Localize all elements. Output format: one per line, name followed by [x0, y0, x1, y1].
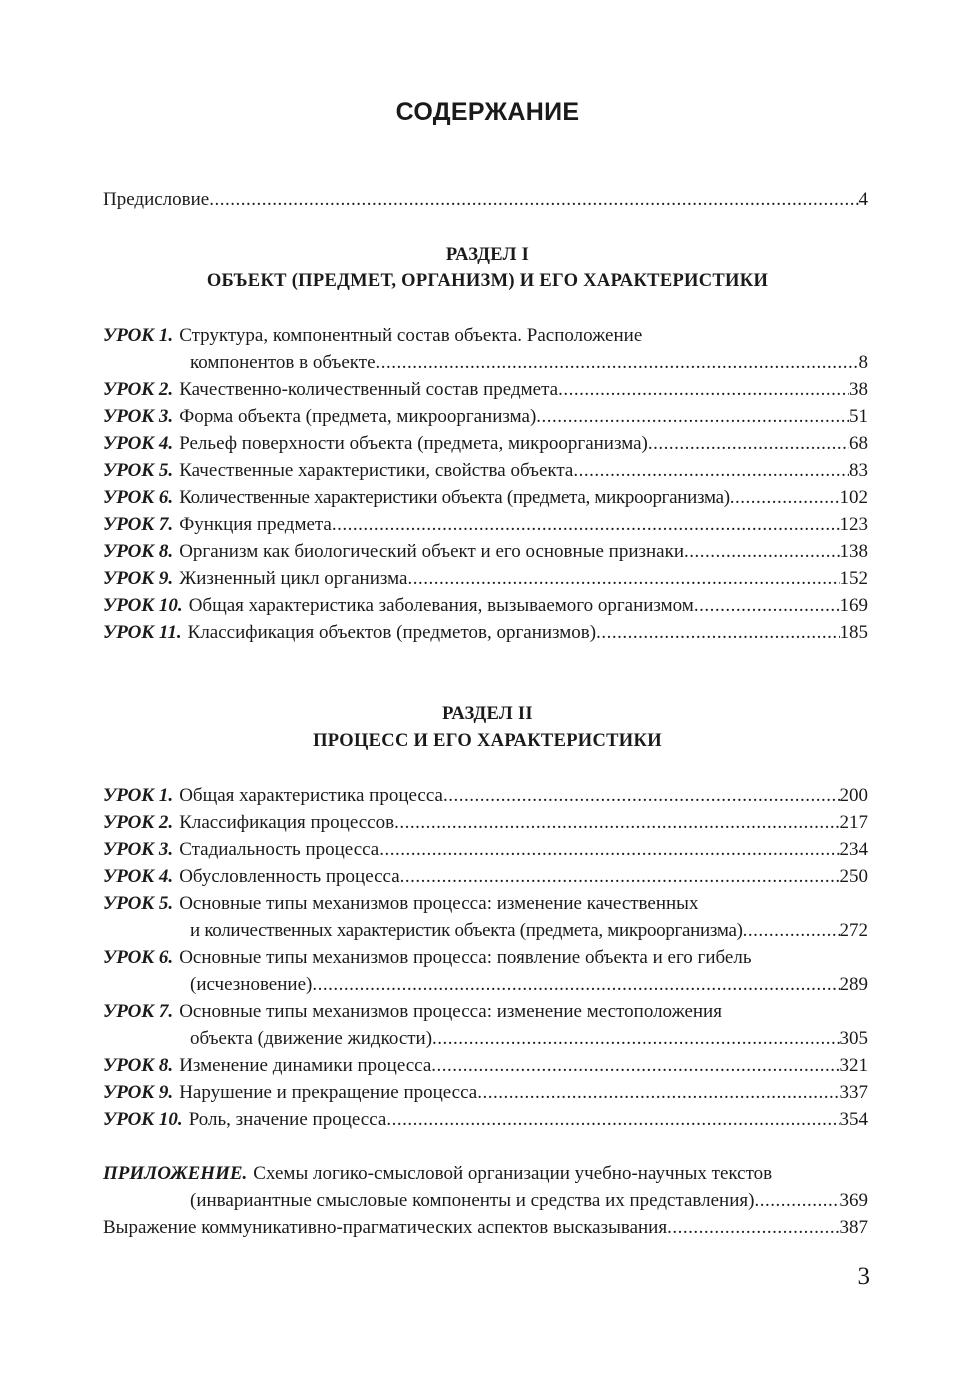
- entry-text: Схемы логико-смысловой организации учебно-научных текстов: [253, 1163, 773, 1184]
- toc-entry-preface[interactable]: [103, 186, 868, 213]
- lesson-label: УРОК 4.: [103, 433, 174, 454]
- entry-text: Функция предмета: [179, 514, 332, 535]
- toc-entry[interactable]: [103, 511, 868, 538]
- entry-text: Рельеф поверхности объекта (предмета, микроорганизма): [179, 433, 648, 454]
- lesson-label: УРОК 2.: [103, 379, 174, 400]
- entry-page: 337: [839, 1082, 868, 1103]
- lesson-label: УРОК 3.: [103, 839, 174, 860]
- toc-entry[interactable]: [103, 1106, 868, 1133]
- entry-text: Классификация процессов: [179, 812, 395, 833]
- page-number: 3: [857, 1263, 870, 1290]
- dot-leader: [209, 186, 858, 213]
- entry-text: Общая характеристика процесса: [179, 785, 443, 806]
- entry-text: (инвариантные смысловые компоненты и средства их представления): [190, 1190, 755, 1211]
- toc-entry-appendix[interactable]: [103, 1160, 868, 1187]
- dot-leader: [684, 538, 840, 565]
- toc-entry[interactable]: [103, 484, 868, 511]
- toc-entry[interactable]: [103, 565, 868, 592]
- lesson-label: УРОК 10.: [103, 1109, 183, 1130]
- entry-text: Классификация объектов (предметов, организмов): [187, 622, 597, 643]
- dot-leader: [596, 619, 839, 646]
- toc-entry[interactable]: [103, 1052, 868, 1079]
- entry-text: Обусловленность процесса: [179, 866, 400, 887]
- entry-page: 250: [839, 866, 868, 887]
- dot-leader: [379, 836, 839, 863]
- entry-page: 369: [839, 1190, 868, 1211]
- toc-entry[interactable]: [103, 944, 868, 971]
- dot-leader: [394, 809, 839, 836]
- lesson-label: УРОК 10.: [103, 595, 183, 616]
- dot-leader: [376, 349, 859, 376]
- section1-label: РАЗДЕЛ I: [445, 245, 530, 265]
- toc-entry-expression[interactable]: [103, 1214, 868, 1241]
- entry-page: 138: [839, 541, 868, 562]
- dot-leader: [754, 1187, 839, 1214]
- entry-page: 68: [849, 433, 868, 454]
- appendix-label: ПРИЛОЖЕНИЕ.: [103, 1163, 248, 1184]
- entry-page: 354: [839, 1109, 868, 1130]
- entry-text: Качественные характеристики, свойства объекта: [179, 460, 574, 481]
- dot-leader: [743, 917, 840, 944]
- entry-page: 217: [839, 812, 868, 833]
- entry-page: 289: [839, 974, 868, 995]
- lesson-label: УРОК 7.: [103, 1001, 174, 1022]
- entry-text: компонентов в объекте: [190, 352, 376, 373]
- dot-leader: [477, 1079, 839, 1106]
- toc-entry[interactable]: [103, 430, 868, 457]
- entry-page: 169: [839, 595, 868, 616]
- section2-label: РАЗДЕЛ II: [442, 704, 533, 724]
- dot-leader: [386, 1106, 839, 1133]
- section1-heading: ОБЪЕКТ (ПРЕДМЕТ, ОРГАНИЗМ) И ЕГО ХАРАКТЕРИСТИКИ: [206, 271, 769, 291]
- entry-text: Стадиальность процесса: [179, 839, 380, 860]
- dot-leader: [730, 484, 840, 511]
- toc-entry[interactable]: [103, 836, 868, 863]
- lesson-label: УРОК 6.: [103, 947, 174, 968]
- entry-text: Роль, значение процесса: [188, 1109, 387, 1130]
- toc-entry[interactable]: [103, 538, 868, 565]
- page-title: СОДЕРЖАНИЕ: [395, 98, 580, 126]
- entry-text: Предисловие: [103, 189, 210, 210]
- entry-text: объекта (движение жидкости): [190, 1028, 433, 1049]
- toc-entry[interactable]: [103, 619, 868, 646]
- toc-entry[interactable]: [103, 998, 868, 1025]
- toc-entry[interactable]: [103, 809, 868, 836]
- entry-text: (исчезновение): [190, 974, 313, 995]
- toc-entry-continuation[interactable]: [190, 971, 868, 998]
- entry-text: Основные типы механизмов процесса: изменение местоположения: [179, 1001, 722, 1022]
- entry-page: 8: [858, 352, 868, 373]
- dot-leader: [312, 971, 839, 998]
- entry-page: 102: [839, 487, 868, 508]
- toc-entry[interactable]: [103, 403, 868, 430]
- entry-text: Форма объекта (предмета, микроорганизма): [179, 406, 537, 427]
- dot-leader: [432, 1025, 839, 1052]
- entry-text: Количественные характеристики объекта (предмета, микроорганизма): [179, 487, 730, 508]
- toc-entry[interactable]: [103, 1079, 868, 1106]
- lesson-label: УРОК 8.: [103, 541, 174, 562]
- lesson-label: УРОК 1.: [103, 325, 174, 346]
- dot-leader: [407, 565, 839, 592]
- entry-text: Структура, компонентный состав объекта. Расположение: [179, 325, 643, 346]
- entry-text: Нарушение и прекращение процесса: [179, 1082, 478, 1103]
- toc-entry[interactable]: [103, 890, 868, 917]
- entry-page: 123: [839, 514, 868, 535]
- lesson-label: УРОК 3.: [103, 406, 174, 427]
- section2-heading: ПРОЦЕСС И ЕГО ХАРАКТЕРИСТИКИ: [313, 731, 662, 751]
- dot-leader: [443, 782, 840, 809]
- entry-page: 38: [849, 379, 868, 400]
- entry-text: Изменение динамики процесса: [179, 1055, 432, 1076]
- entry-page: 272: [839, 920, 868, 941]
- entry-page: 234: [839, 839, 868, 860]
- entry-text: и количественных характеристик объекта (предмета, микроорганизма): [190, 920, 743, 941]
- dot-leader: [400, 863, 840, 890]
- entry-page: 200: [839, 785, 868, 806]
- toc-entry-continuation[interactable]: [190, 1025, 868, 1052]
- entry-page: 387: [839, 1217, 868, 1238]
- dot-leader: [667, 1214, 839, 1241]
- dot-leader: [431, 1052, 839, 1079]
- entry-text: Выражение коммуникативно-прагматических аспектов высказывания: [103, 1217, 668, 1238]
- dot-leader: [558, 376, 849, 403]
- lesson-label: УРОК 4.: [103, 866, 174, 887]
- toc-entry-continuation[interactable]: [190, 349, 868, 376]
- dot-leader: [573, 457, 849, 484]
- entry-page: 51: [849, 406, 868, 427]
- entry-text: Общая характеристика заболевания, вызываемого организмом: [188, 595, 694, 616]
- dot-leader: [332, 511, 840, 538]
- dot-leader: [536, 403, 849, 430]
- entry-page: 152: [839, 568, 868, 589]
- toc-entry[interactable]: [103, 322, 868, 349]
- entry-page: 305: [839, 1028, 868, 1049]
- toc-entry[interactable]: [103, 376, 868, 403]
- toc-entry[interactable]: [103, 782, 868, 809]
- dot-leader: [694, 592, 840, 619]
- toc-entry-continuation[interactable]: [190, 1187, 868, 1214]
- entry-page: 4: [858, 189, 868, 210]
- toc-entry[interactable]: [103, 863, 868, 890]
- lesson-label: УРОК 1.: [103, 785, 174, 806]
- entry-text: Жизненный цикл организма: [179, 568, 408, 589]
- entry-page: 321: [839, 1055, 868, 1076]
- entry-text: Основные типы механизмов процесса: изменение качественных: [179, 893, 699, 914]
- toc-entry-continuation[interactable]: [190, 917, 868, 944]
- lesson-label: УРОК 9.: [103, 568, 174, 589]
- entry-page: 185: [839, 622, 868, 643]
- lesson-label: УРОК 7.: [103, 514, 174, 535]
- lesson-label: УРОК 5.: [103, 460, 174, 481]
- lesson-label: УРОК 2.: [103, 812, 174, 833]
- entry-page: 83: [849, 460, 868, 481]
- lesson-label: УРОК 11.: [103, 622, 182, 643]
- dot-leader: [648, 430, 849, 457]
- toc-entry[interactable]: [103, 592, 868, 619]
- lesson-label: УРОК 5.: [103, 893, 174, 914]
- lesson-label: УРОК 8.: [103, 1055, 174, 1076]
- toc-entry[interactable]: [103, 457, 868, 484]
- lesson-label: УРОК 9.: [103, 1082, 174, 1103]
- lesson-label: УРОК 6.: [103, 487, 174, 508]
- entry-text: Организм как биологический объект и его основные признаки: [179, 541, 684, 562]
- entry-text: Основные типы механизмов процесса: появление объекта и его гибель: [179, 947, 752, 968]
- entry-text: Качественно-количественный состав предмета: [179, 379, 559, 400]
